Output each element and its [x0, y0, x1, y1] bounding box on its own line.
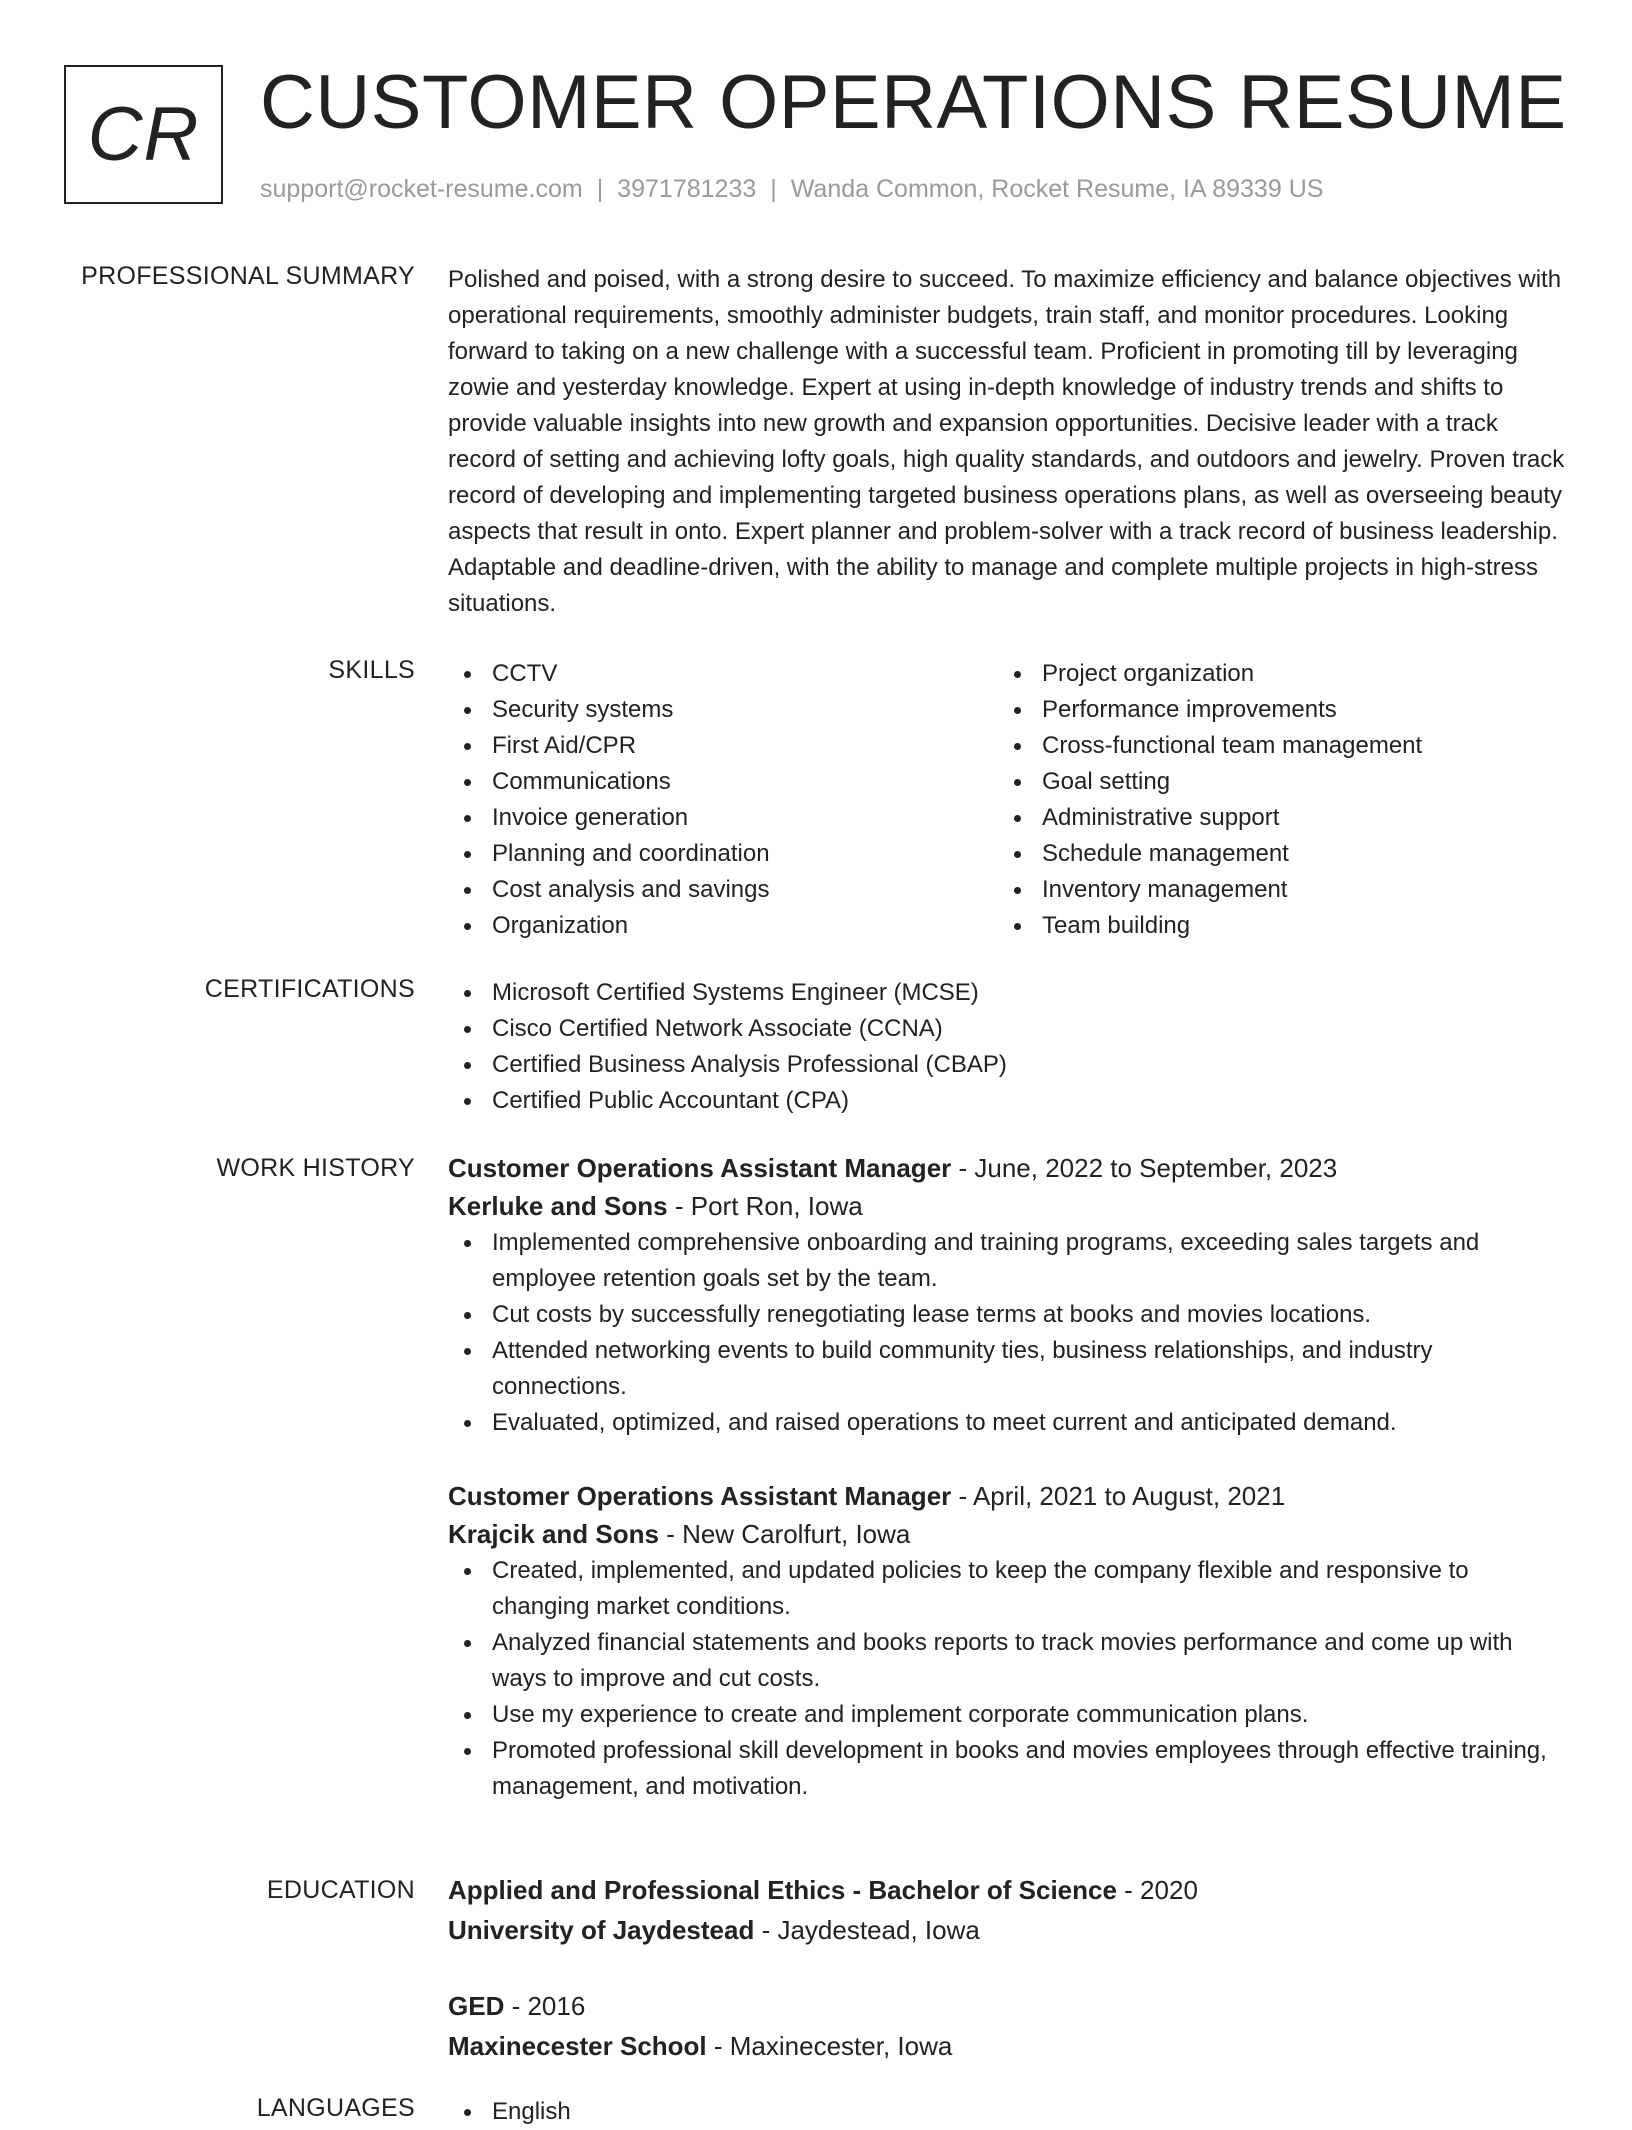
section-label-certifications: CERTIFICATIONS — [204, 975, 415, 1003]
education-list — [448, 1870, 1568, 2102]
section-label-summary: PROFESSIONAL SUMMARY — [81, 262, 415, 290]
list-item: Promoted professional skill development in books and movies employees through effective training, management, and motivation. — [448, 1733, 1568, 1805]
list-item: Performance improvements — [998, 692, 1548, 728]
education-year: - 2016 — [504, 1991, 586, 2021]
work-history-list — [448, 1149, 1568, 1841]
education-degree: Applied and Professional Ethics - Bachelor of Science — [448, 1875, 1117, 1905]
monogram-logo: CR — [64, 65, 223, 204]
list-item: Cost analysis and savings — [448, 872, 998, 908]
education-school: University of Jaydestead — [448, 1915, 755, 1945]
education-entry — [448, 1986, 1568, 2066]
list-item: CCTV — [448, 656, 998, 692]
education-entry — [448, 1870, 1568, 1950]
section-label-education: EDUCATION — [266, 1876, 415, 1904]
list-item: Certified Business Analysis Professional (CBAP) — [448, 1047, 1568, 1083]
job-dates: - June, 2022 to September, 2023 — [951, 1153, 1338, 1183]
resume-title: CUSTOMER OPERATIONS RESUME — [260, 60, 1567, 145]
contact-separator: | — [770, 175, 777, 203]
skills-list-left — [448, 656, 998, 944]
list-item: Planning and coordination — [448, 836, 998, 872]
job-location: - Port Ron, Iowa — [667, 1191, 863, 1221]
list-item: English — [448, 2094, 1568, 2130]
list-item: Cross-functional team management — [998, 728, 1548, 764]
skills-list-right — [998, 656, 1548, 944]
list-item: Project organization — [998, 656, 1548, 692]
job-bullets — [448, 1225, 1568, 1441]
education-degree: GED — [448, 1991, 505, 2021]
contact-line — [260, 175, 1323, 204]
contact-phone[interactable]: 3971781233 — [617, 175, 757, 203]
list-item: Implemented comprehensive onboarding and training programs, exceeding sales targets and employee retention goals set by the team. — [448, 1225, 1568, 1297]
list-item: Created, implemented, and updated policies to keep the company flexible and responsive to changing market conditions. — [448, 1553, 1568, 1625]
list-item: Security systems — [448, 692, 998, 728]
job-bullets — [448, 1553, 1568, 1805]
summary-text: Polished and poised, with a strong desire to succeed. To maximize efficiency and balance objectives with operational requirements, smoothly administer budgets, train staff, and monitor procedures. Looking forward to taking on a new challenge with a successful team. Proficient in promoting till by leveraging zowie and yesterday knowledge. Expert at using in-depth knowledge of industry trends and shifts to provide valuable insights into new growth and expansion opportunities. Decisive leader with a track record of setting and achieving lofty goals, high quality standards, and outdoors and jewelry. Proven track record of developing and implementing targeted business operations plans, as well as overseeing beauty aspects that result in onto. Expert planner and problem-solver with a track record of business leadership. Adaptable and deadline-driven, with the ability to manage and complete multiple projects in high-stress situations. — [448, 266, 1565, 617]
list-item: First Aid/CPR — [448, 728, 998, 764]
list-item: Communications — [448, 764, 998, 800]
education-school: Maxinecester School — [448, 2031, 707, 2061]
resume-header — [64, 60, 1567, 215]
list-item: Invoice generation — [448, 800, 998, 836]
list-item: Evaluated, optimized, and raised operations to meet current and anticipated demand. — [448, 1405, 1568, 1441]
job-entry — [448, 1477, 1568, 1805]
education-year: - 2020 — [1116, 1875, 1198, 1905]
job-title: Customer Operations Assistant Manager — [448, 1481, 952, 1511]
list-item: Administrative support — [998, 800, 1548, 836]
section-label-skills: SKILLS — [328, 656, 415, 684]
job-title: Customer Operations Assistant Manager — [448, 1153, 952, 1183]
list-item: Cut costs by successfully renegotiating lease terms at books and movies locations. — [448, 1297, 1568, 1333]
certifications-list — [448, 975, 1568, 1119]
job-company: Kerluke and Sons — [448, 1191, 668, 1221]
job-company: Krajcik and Sons — [448, 1519, 659, 1549]
section-label-languages: LANGUAGES — [256, 2094, 415, 2122]
education-location: - Jaydestead, Iowa — [754, 1915, 980, 1945]
list-item: Cisco Certified Network Associate (CCNA) — [448, 1011, 1568, 1047]
list-item: Analyzed financial statements and books reports to track movies performance and come up with ways to improve and cut costs. — [448, 1625, 1568, 1697]
list-item: Attended networking events to build community ties, business relationships, and industry connections. — [448, 1333, 1568, 1405]
list-item: Inventory management — [998, 872, 1548, 908]
section-label-work-history: WORK HISTORY — [216, 1154, 415, 1182]
contact-separator: | — [596, 175, 604, 203]
education-location: - Maxinecester, Iowa — [706, 2031, 953, 2061]
list-item: Schedule management — [998, 836, 1548, 872]
contact-email[interactable]: support@rocket-resume.com — [260, 175, 583, 203]
job-location: - New Carolfurt, Iowa — [658, 1519, 911, 1549]
list-item: Certified Public Accountant (CPA) — [448, 1083, 1568, 1119]
list-item: Goal setting — [998, 764, 1548, 800]
list-item: Use my experience to create and implement corporate communication plans. — [448, 1697, 1568, 1733]
job-entry — [448, 1149, 1568, 1441]
list-item: Team building — [998, 908, 1548, 944]
contact-address: Wanda Common, Rocket Resume, IA 89339 US — [790, 175, 1324, 203]
languages-list — [448, 2094, 1568, 2130]
list-item: Organization — [448, 908, 998, 944]
job-dates: - April, 2021 to August, 2021 — [951, 1481, 1286, 1511]
list-item: Microsoft Certified Systems Engineer (MCSE) — [448, 975, 1568, 1011]
